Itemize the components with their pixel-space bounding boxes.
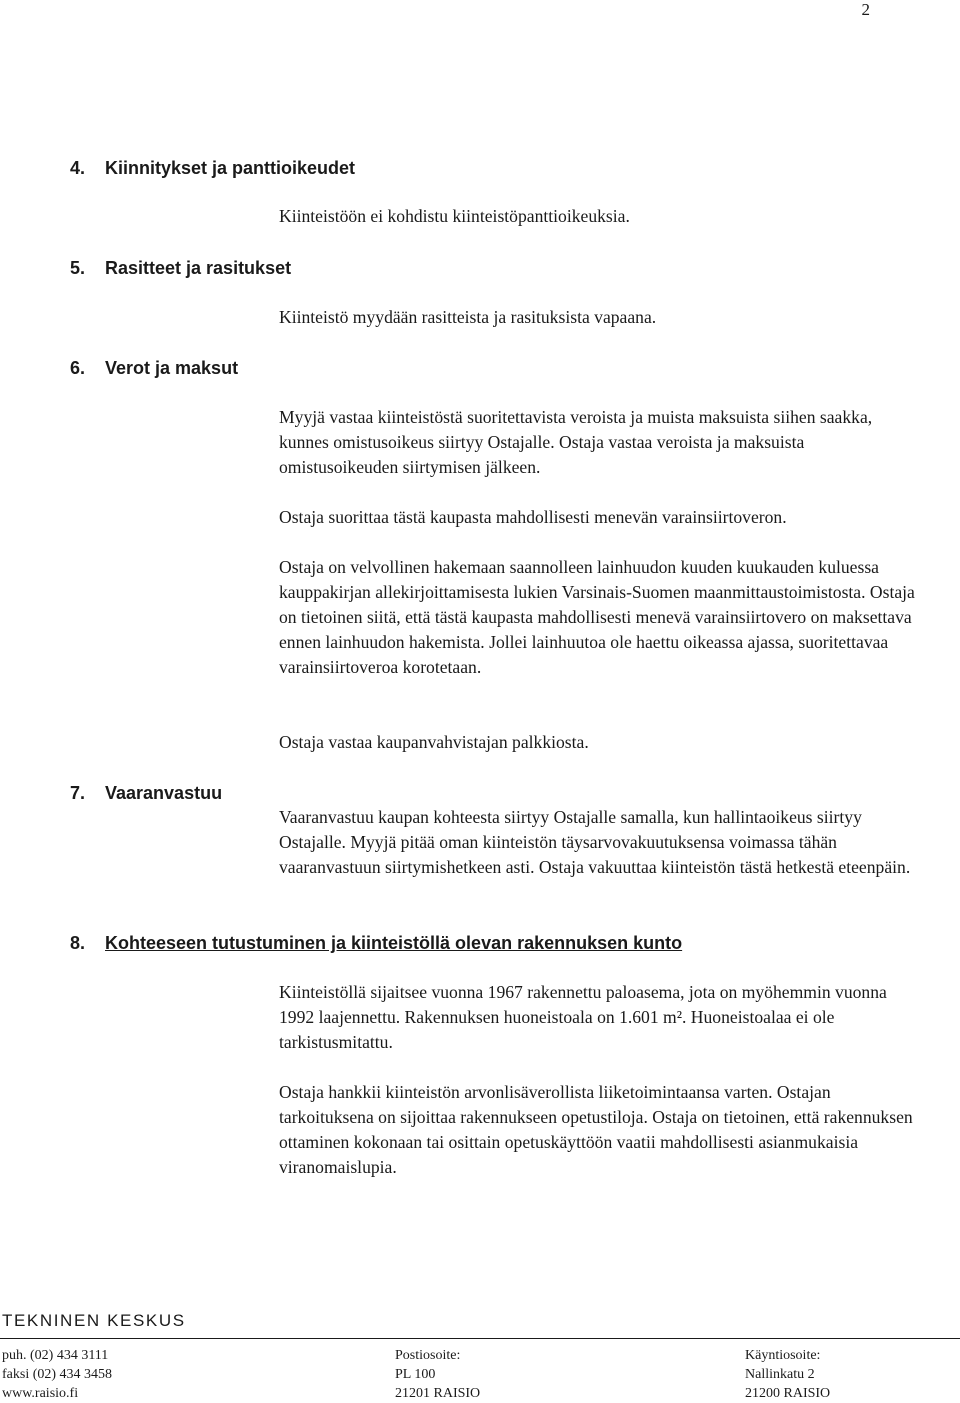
section-number: 8. — [70, 933, 86, 953]
section-body-8a — [279, 980, 919, 1055]
footer-postal-code: 21201 RAISIO — [395, 1386, 481, 1401]
section-body-7 — [279, 805, 919, 880]
footer-postal-box: PL 100 — [395, 1367, 436, 1382]
footer-contact — [2, 1346, 112, 1403]
section-title: Kohteeseen tutustuminen ja kiinteistöllä olevan rakennuksen kunto — [105, 933, 683, 953]
paragraph: Myyjä vastaa kiinteistöstä suoritettavista veroista ja muista maksuista siihen saakka, kunnes omistusoikeus siirtyy Ostajalle. Ostaja vastaa veroista ja maksuista omistusoikeuden siirtymisen jälkeen. — [279, 407, 873, 477]
section-title: Vaaranvastuu — [105, 783, 223, 803]
paragraph: Kiinteistöön ei kohdistu kiinteistöpanttioikeuksia. — [279, 206, 630, 226]
section-title: Verot ja maksut — [105, 358, 239, 378]
section-body-5 — [279, 305, 919, 330]
footer-visiting-address — [745, 1346, 830, 1403]
section-heading-7 — [70, 781, 222, 805]
section-number: 7. — [70, 783, 86, 803]
section-body-8b — [279, 1080, 919, 1180]
section-title: Kiinnitykset ja panttioikeudet — [105, 158, 356, 178]
paragraph: Vaaranvastuu kaupan kohteesta siirtyy Ostajalle samalla, kun hallintaoikeus siirtyy Ostajalle. Myyjä pitää oman kiinteistön täysarvovakuutuksensa voimassa tähän vaaranvastuun siirtymishetkeen asti. Ostaja vakuuttaa kiinteistön tästä hetkestä eteenpäin. — [279, 807, 911, 877]
footer-street: Nallinkatu 2 — [745, 1367, 815, 1382]
section-heading-8 — [70, 931, 682, 955]
paragraph: Ostaja vastaa kaupanvahvistajan palkkiosta. — [279, 732, 589, 752]
footer-visiting-label: Käyntiosoite: — [745, 1348, 821, 1363]
section-heading-6 — [70, 356, 238, 380]
page-number: 2 — [861, 0, 870, 19]
section-title: Rasitteet ja rasitukset — [105, 258, 292, 278]
section-heading-5 — [70, 256, 291, 280]
footer-visiting-code: 21200 RAISIO — [745, 1386, 831, 1401]
section-heading-4 — [70, 156, 355, 180]
section-number: 5. — [70, 258, 86, 278]
section-body-6a — [279, 405, 919, 480]
footer-phone: puh. (02) 434 3111 — [2, 1348, 109, 1363]
footer-postal-label: Postiosoite: — [395, 1348, 461, 1363]
footer-fax: faksi (02) 434 3458 — [2, 1367, 113, 1382]
footer-website-link[interactable]: www.raisio.fi — [2, 1386, 79, 1401]
paragraph: Kiinteistöllä sijaitsee vuonna 1967 rakennettu paloasema, jota on myöhemmin vuonna 1992 laajennettu. Rakennuksen huoneistoala on 1.601 m². Huoneistoalaa ei ole tarkistusmitattu. — [279, 982, 887, 1052]
section-body-6d — [279, 730, 919, 755]
paragraph: Kiinteistö myydään rasitteista ja rasituksista vapaana. — [279, 307, 657, 327]
section-body-4 — [279, 204, 919, 229]
section-body-6b — [279, 505, 919, 530]
footer-divider — [0, 1338, 960, 1339]
footer-postal-address — [395, 1346, 480, 1403]
footer-logo: TEKNINEN KESKUS — [2, 1311, 186, 1330]
paragraph: Ostaja on velvollinen hakemaan saannolleen lainhuudon kuuden kuukauden kuluessa kauppakirjan allekirjoittamisesta lukien Varsinais-Suomen maanmittaustoimistosta. Ostaja on tietoinen siitä, että tästä kaupasta mahdollisesti menevä varainsiirtovero on maksettava ennen lainhuudon hakemista. Jollei lainhuutoa ole haettu oikeassa ajassa, suoritettavaa varainsiirtoveroa korotetaan. — [279, 557, 915, 677]
section-number: 4. — [70, 158, 86, 178]
paragraph: Ostaja suorittaa tästä kaupasta mahdollisesti menevän varainsiirtoveron. — [279, 507, 787, 527]
section-body-6c — [279, 555, 919, 680]
section-number: 6. — [70, 358, 86, 378]
paragraph: Ostaja hankkii kiinteistön arvonlisäverollista liiketoimintaansa varten. Ostajan tarkoituksena on sijoittaa rakennukseen opetustiloja. Ostaja on tietoinen, että rakennuksen ottaminen kokonaan tai osittain opetuskäyttöön vaatii mahdollisesti asianmukaisia viranomaislupia. — [279, 1082, 913, 1177]
